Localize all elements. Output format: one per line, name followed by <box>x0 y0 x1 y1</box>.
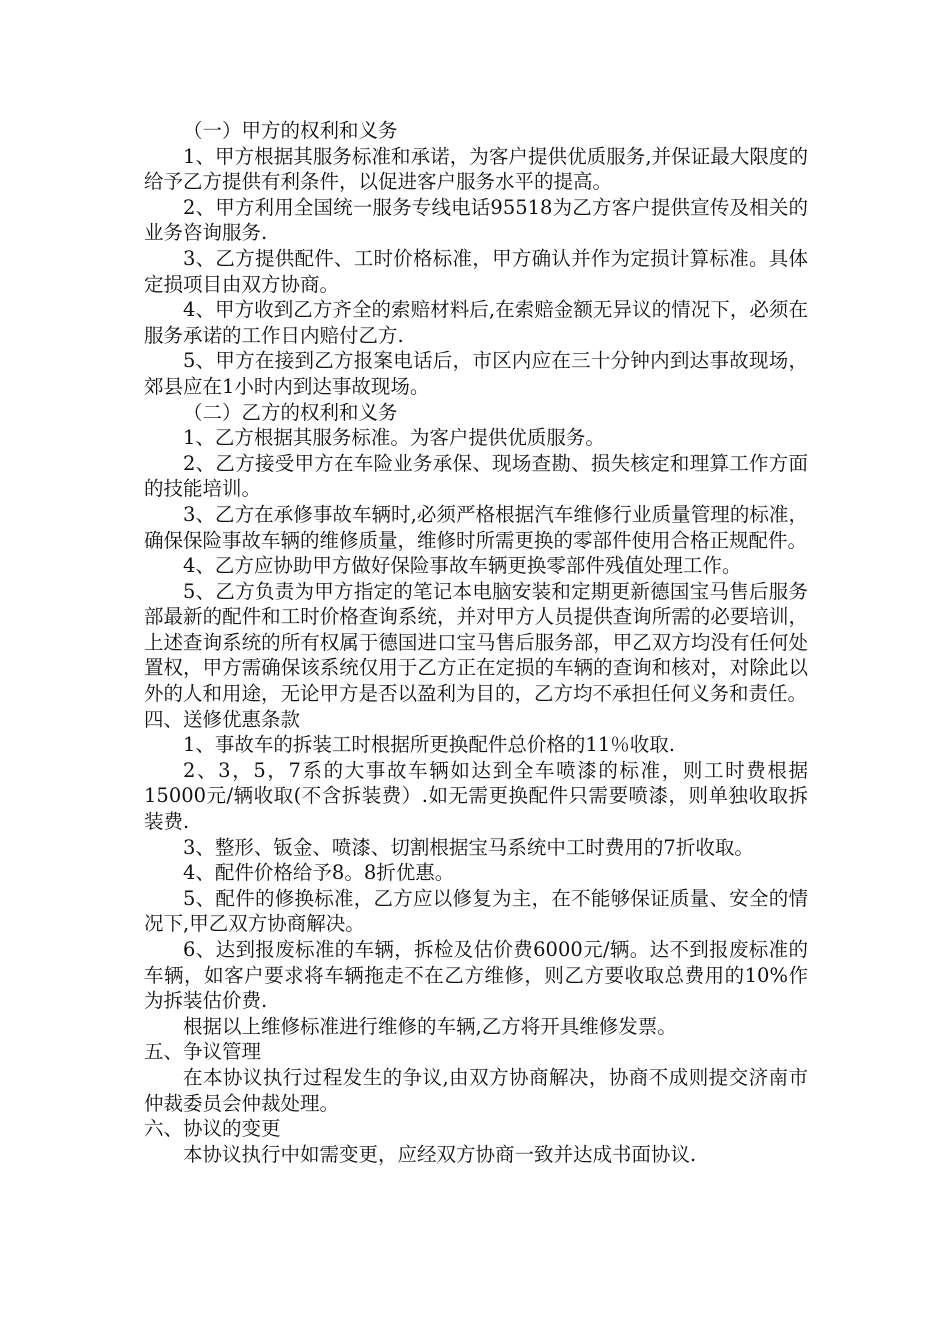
subsection-heading-party-a: （一）甲方的权利和义务 <box>183 119 398 142</box>
paragraph-discount-1: 1、事故车的拆装工时根据所更换配件总价格的11％收取. <box>183 733 675 757</box>
paragraph-b5: 5、乙方负责为甲方指定的笔记本电脑安装和定期更新德国宝马售后服务部最新的配件和工时价格查询系统，并对甲方人员提供查询所需的必要培训，上述查询系统的所有权属于德国进口宝马售后服务部，甲乙双方均没有任何处置权，甲方需确保该系统仅用于乙方正在定损的车辆的查询和核对，对除此以外的人和用途，无论甲方是否以盈利为目的，乙方均不承担任何义务和责任。 <box>144 579 808 706</box>
subsection-heading-party-b: （二）乙方的权利和义务 <box>183 400 398 424</box>
paragraph-b3: 3、乙方在承修事故车辆时,必须严格根据汽车维修行业质量管理的标准，确保保险事故车辆的维修质量，维修时所需更换的零部件使用合格正规配件。 <box>144 502 808 552</box>
paragraph-discount-2: 2、3，5，7系的大事故车辆如达到全车喷漆的标准，则工时费根据15000元/辆收取(不含拆装费）.如无需更换配件只需要喷漆，则单独收取拆装费. <box>144 758 808 834</box>
paragraph-a2: 2、甲方利用全国统一服务专线电话95518为乙方客户提供宣传及相关的业务咨询服务. <box>144 195 808 245</box>
paragraph-discount-3: 3、整形、钣金、喷漆、切割根据宝马系统中工时费用的7折收取。 <box>183 835 754 859</box>
paragraph-a1: 1、甲方根据其服务标准和承诺，为客户提供优质服务,并保证最大限度的给予乙方提供有利条件，以促进客户服务水平的提高。 <box>144 144 808 194</box>
paragraph-a3: 3、乙方提供配件、工时价格标准，甲方确认并作为定损计算标准。具体定损项目由双方协商。 <box>144 246 808 296</box>
section-heading-change: 六、协议的变更 <box>144 1117 281 1141</box>
section-heading-dispute: 五、争议管理 <box>144 1040 262 1064</box>
paragraph-discount-5: 5、配件的修换标准，乙方应以修复为主，在不能够保证质量、安全的情况下,甲乙双方协商解决。 <box>144 886 808 936</box>
paragraph-b2: 2、乙方接受甲方在车险业务承保、现场查勘、损失核定和理算工作方面的技能培训。 <box>144 451 808 501</box>
document-page <box>144 118 808 1167</box>
paragraph-discount-6: 6、达到报废标准的车辆，拆检及估价费6000元/辆。达不到报废标准的车辆，如客户要求将车辆拖走不在乙方维修，则乙方要收取总费用的10%作为拆装估价费. <box>144 938 808 1013</box>
paragraph-invoice: 根据以上维修标准进行维修的车辆,乙方将开具维修发票。 <box>183 1014 677 1038</box>
paragraph-dispute: 在本协议执行过程发生的争议,由双方协商解决，协商不成则提交济南市仲裁委员会仲裁处理。 <box>144 1065 808 1115</box>
paragraph-b4: 4、乙方应协助甲方做好保险事故车辆更换零部件残值处理工作。 <box>183 554 742 578</box>
paragraph-a4: 4、甲方收到乙方齐全的索赔材料后,在索赔金额无异议的情况下，必须在服务承诺的工作日内赔付乙方. <box>144 298 808 347</box>
paragraph-change: 本协议执行中如需变更，应经双方协商一致并达成书面协议. <box>183 1142 697 1166</box>
paragraph-discount-4: 4、配件价格给予8。8折优惠。 <box>183 861 455 885</box>
paragraph-b1: 1、乙方根据其服务标准。为客户提供优质服务。 <box>183 426 605 450</box>
section-heading-discount: 四、送修优惠条款 <box>144 707 301 731</box>
paragraph-a5: 5、甲方在接到乙方报案电话后，市区内应在三十分钟内到达事故现场，郊县应在1小时内到达事故现场。 <box>144 349 808 398</box>
